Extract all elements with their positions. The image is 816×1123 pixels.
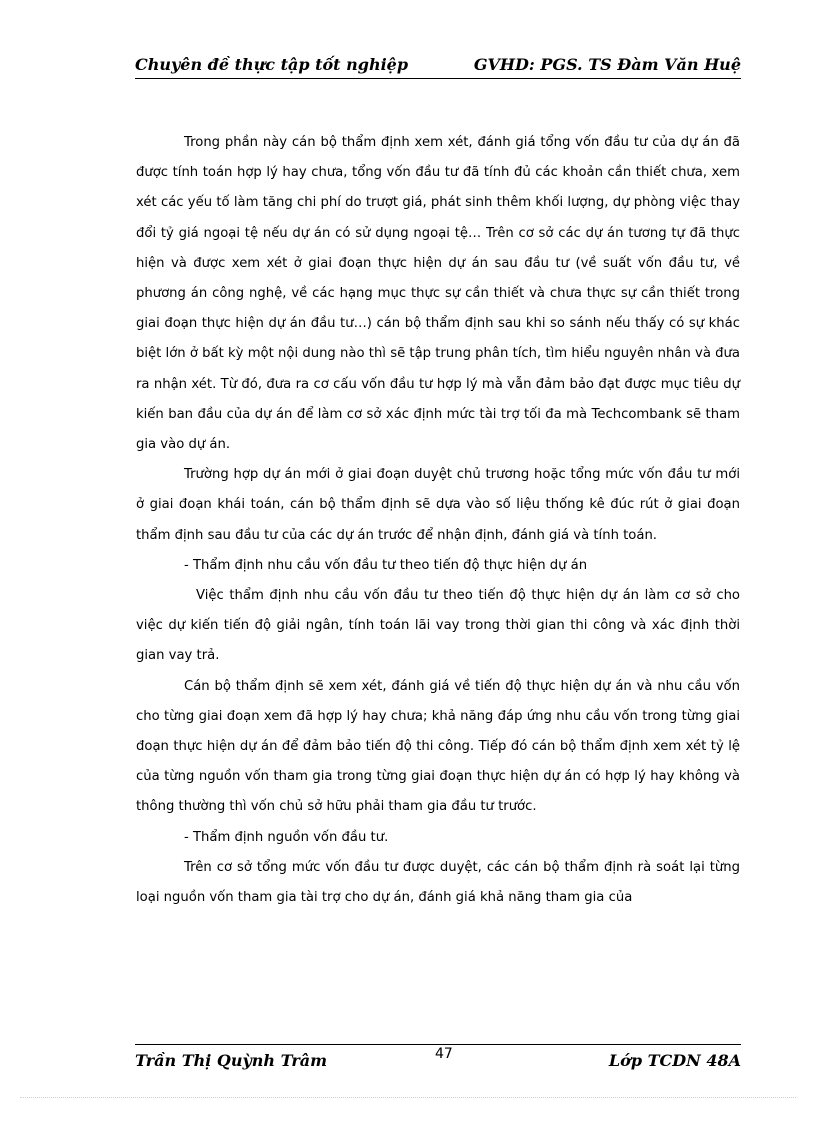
header-advisor: GVHD: PGS. TS Đàm Văn Huệ [473, 55, 741, 74]
paragraph: Trong phần này cán bộ thẩm định xem xét, đánh giá tổng vốn đầu tư của dự án đã được tính toán hợp lý hay chưa, tổng vốn đầu tư đã tính đủ các khoản cần thiết chưa, xem xét các yếu tố làm tăng chi phí do trượt giá, phát sinh thêm khối lượng, dự phòng việc thay đổi tỷ giá ngoại tệ nếu dự án có sử dụng ngoại tệ… Trên cơ sở các dự án tương tự đã thực hiện và được xem xét ở giai đoạn thực hiện dự án sau đầu tư (về suất vốn đầu tư, về phương án công nghệ, về các hạng mục thực sự cần thiết và chưa thực sự cần thiết trong giai đoạn thực hiện dự án đầu tư…) cán bộ thẩm định sau khi so sánh nếu thấy có sự khác biệt lớn ở bất kỳ một nội dung nào thì sẽ tập trung phân tích, tìm hiểu nguyên nhân và đưa ra nhận xét. Từ đó, đưa ra cơ cấu vốn đầu tư hợp lý mà vẫn đảm bảo đạt được mục tiêu dự kiến ban đầu của dự án để làm cơ sở xác định mức tài trợ tối đa mà Techcombank sẽ tham gia vào dự án. [136, 135, 740, 453]
page-header [135, 52, 741, 79]
document-body [136, 128, 740, 913]
page-footer [135, 1044, 741, 1075]
bullet-heading: - Thẩm định nhu cầu vốn đầu tư theo tiến độ thực hiện dự án [184, 557, 588, 573]
header-title: Chuyên đề thực tập tốt nghiệp [135, 55, 409, 74]
page-number: 47 [435, 1046, 453, 1062]
paragraph: Việc thẩm định nhu cầu vốn đầu tư theo tiến độ thực hiện dự án làm cơ sở cho việc dự kiến tiến độ giải ngân, tính toán lãi vay trong thời gian thi công và xác định thời gian vay trả. [136, 588, 740, 664]
paragraph: Trên cơ sở tổng mức vốn đầu tư được duyệt, các cán bộ thẩm định rà soát lại từng loại nguồn vốn tham gia tài trợ cho dự án, đánh giá khả năng tham gia của [136, 859, 740, 906]
footer-class: Lớp TCDN 48A [608, 1051, 741, 1070]
paragraph: Cán bộ thẩm định sẽ xem xét, đánh giá về tiến độ thực hiện dự án và nhu cầu vốn cho từng giai đoạn xem đã hợp lý hay chưa; khả năng đáp ứng nhu cầu vốn trong từng giai đoạn thực hiện dự án để đảm bảo tiến độ thi công. Tiếp đó cán bộ thẩm định xem xét tỷ lệ của từng nguồn vốn tham gia trong từng giai đoạn thực hiện dự án có hợp lý hay không và thông thường thì vốn chủ sở hữu phải tham gia đầu tư trước. [136, 678, 740, 815]
paragraph: Trường hợp dự án mới ở giai đoạn duyệt chủ trương hoặc tổng mức vốn đầu tư mới ở giai đoạn khái toán, cán bộ thẩm định sẽ dựa vào số liệu thống kê đúc rút ở giai đoạn thẩm định sau đầu tư của các dự án trước để nhận định, đánh giá và tính toán. [136, 467, 740, 543]
page-edge-divider [20, 1097, 796, 1098]
footer-author: Trần Thị Quỳnh Trâm [135, 1051, 328, 1070]
bullet-heading: - Thẩm định nguồn vốn đầu tư. [184, 829, 389, 845]
